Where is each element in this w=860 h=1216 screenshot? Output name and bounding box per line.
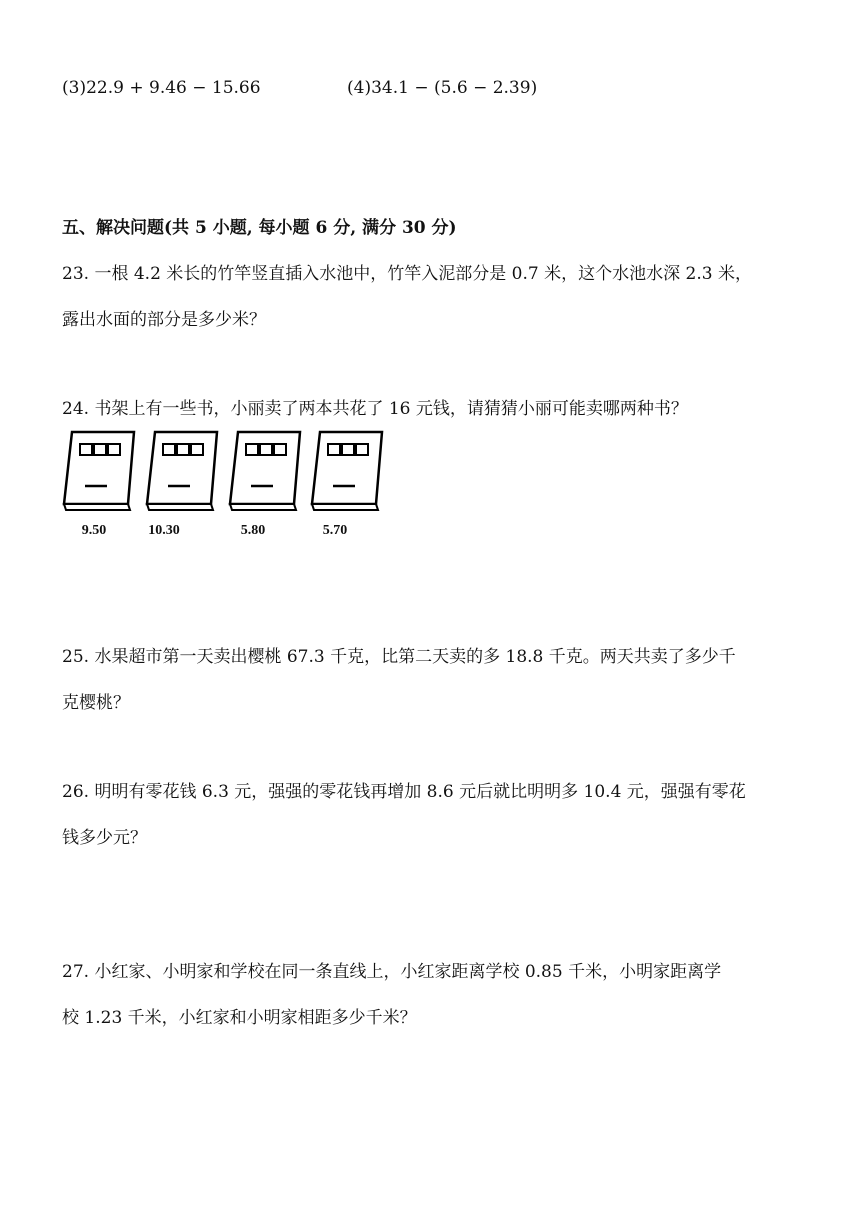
calc-q4 — [347, 78, 537, 98]
question-25-line-1: 25. 水果超市第一天卖出樱桃 67.3 千克，比第二天卖的多 18.8 千克。两天共卖了多少千 — [62, 647, 736, 667]
question-27-line-1: 27. 小红家、小明家和学校在同一条直线上，小红家距离学校 0.85 千米，小明家距离学 — [62, 962, 722, 982]
question-27-line-2: 校 1.23 千米，小红家和小明家相距多少千米？ — [62, 1008, 417, 1028]
calc-q3-expression: 22.9 + 9.46 − 15.66 — [86, 78, 261, 98]
question-24-line-1: 24. 书架上有一些书，小丽卖了两本共花了 16 元钱，请猜猜小丽可能卖哪两种书？ — [62, 399, 688, 419]
book-price-4: 5.70 — [322, 523, 348, 538]
question-26-line-1: 26. 明明有零花钱 6.3 元，强强的零花钱再增加 8.6 元后就比明明多 10.4 元，强强有零花 — [62, 782, 746, 802]
question-23-line-2: 露出水面的部分是多少米？ — [62, 310, 266, 330]
calc-q4-expression: 34.1 − (5.6 − 2.39) — [371, 78, 538, 98]
calc-q3-label: (3) — [62, 78, 87, 98]
question-26-line-2: 钱多少元？ — [62, 828, 147, 848]
book-price-1: 9.50 — [81, 523, 107, 538]
book-illustrations — [62, 430, 402, 545]
calc-q4-label: (4) — [347, 78, 372, 98]
calc-q3 — [62, 78, 261, 98]
question-23-line-1: 23. 一根 4.2 米长的竹竿竖直插入水池中，竹竿入泥部分是 0.7 米，这个水池水深 2.3 米， — [62, 264, 752, 284]
section-title: 五、解决问题(共 5 小题, 每小题 6 分, 满分 30 分) — [62, 218, 457, 238]
book-price-2: 10.30 — [148, 523, 180, 538]
book-price-3: 5.80 — [240, 523, 266, 538]
question-25-line-2: 克樱桃？ — [62, 693, 130, 713]
